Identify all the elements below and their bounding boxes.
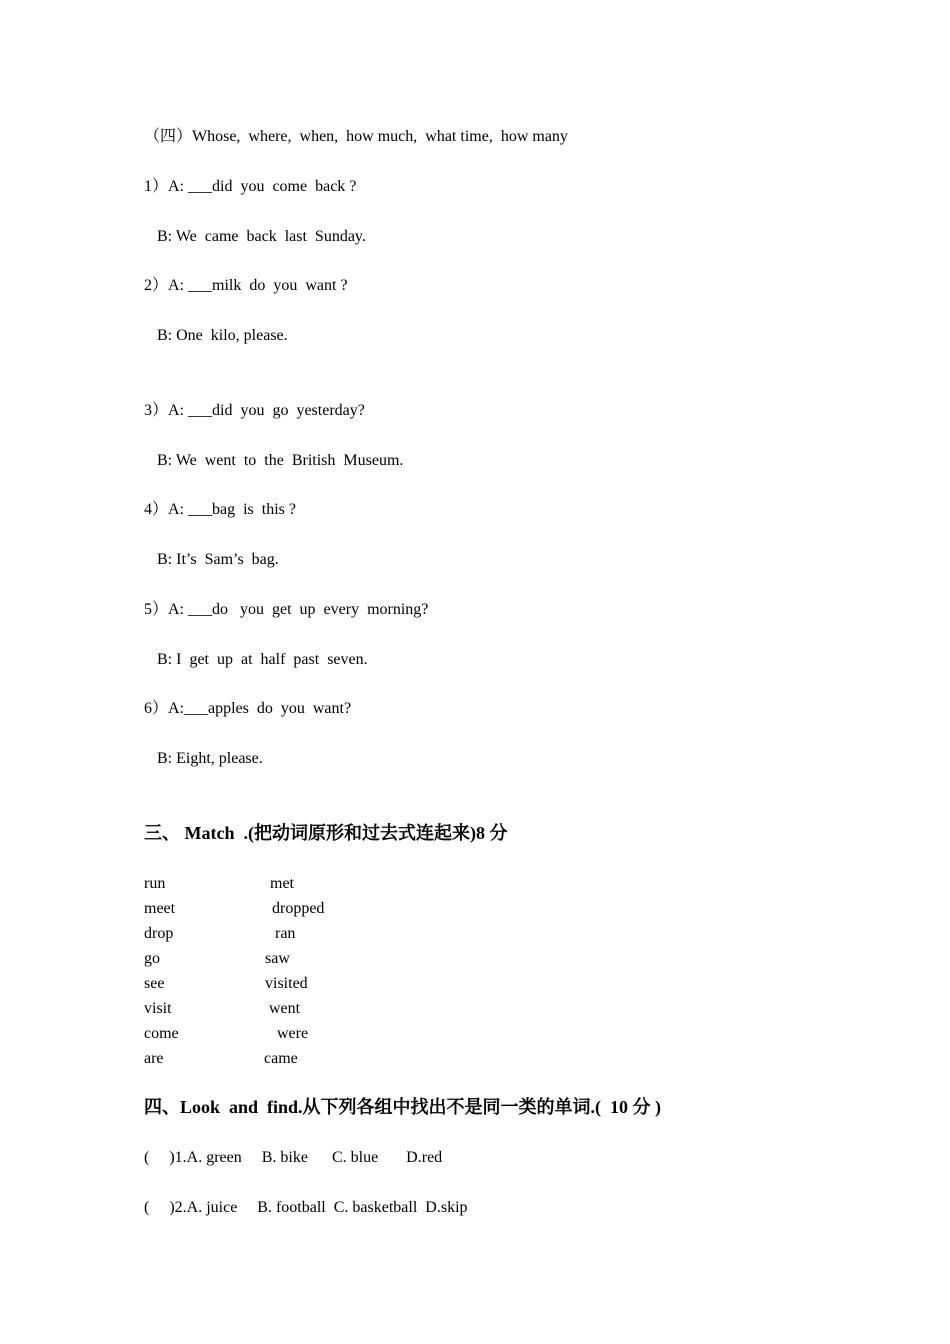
dialogue-1-question: 1）A: ___did you come back ? [144,178,357,195]
match-left-word: are [144,1050,164,1067]
match-right-word: saw [265,950,290,967]
dialogue-2-question: 2）A: ___milk do you want ? [144,277,348,294]
match-right-word: came [264,1050,298,1067]
dialogue-3-answer: B: We went to the British Museum. [157,452,404,469]
dialogue-2-answer: B: One kilo, please. [157,327,288,344]
match-right-word: went [269,1000,301,1017]
match-right-word: ran [275,925,296,942]
match-right-word: met [270,875,294,892]
match-left-word: see [144,975,165,992]
match-left-word: go [144,950,160,967]
dialogue-5-answer: B: I get up at half past seven. [157,651,368,668]
dialogue-4-answer: B: It’s Sam’s bag. [157,551,279,568]
dialogue-6-question: 6）A:___apples do you want? [144,700,352,717]
match-left-word: drop [144,925,174,942]
dialogue-6-answer: B: Eight, please. [157,750,263,767]
dialogue-4-question: 4）A: ___bag is this ? [144,501,296,518]
match-left-word: run [144,875,166,892]
match-left-word: visit [144,1000,172,1017]
match-right-word: visited [265,975,308,992]
match-right-word: were [277,1025,309,1042]
dialogue-1-answer: B: We came back last Sunday. [157,228,366,245]
find-heading: 四、Look and find.从下列各组中找出不是同一类的单词.( 10 分 ) [144,1097,662,1117]
match-left-word: meet [144,900,176,917]
match-right-word: dropped [272,900,325,917]
dialogue-3-question: 3）A: ___did you go yesterday? [144,402,365,419]
match-heading: 三、 Match .(把动词原形和过去式连起来)8 分 [144,823,508,843]
dialogue-5-question: 5）A: ___do you get up every morning? [144,601,429,618]
match-left-word: come [144,1025,179,1042]
find-item-2: ( )2.A. juice B. football C. basketball D.skip [144,1199,468,1216]
find-item-1: ( )1.A. green B. bike C. blue D.red [144,1149,443,1166]
section-header: （四）Whose, where, when, how much, what time, how many [144,128,568,145]
